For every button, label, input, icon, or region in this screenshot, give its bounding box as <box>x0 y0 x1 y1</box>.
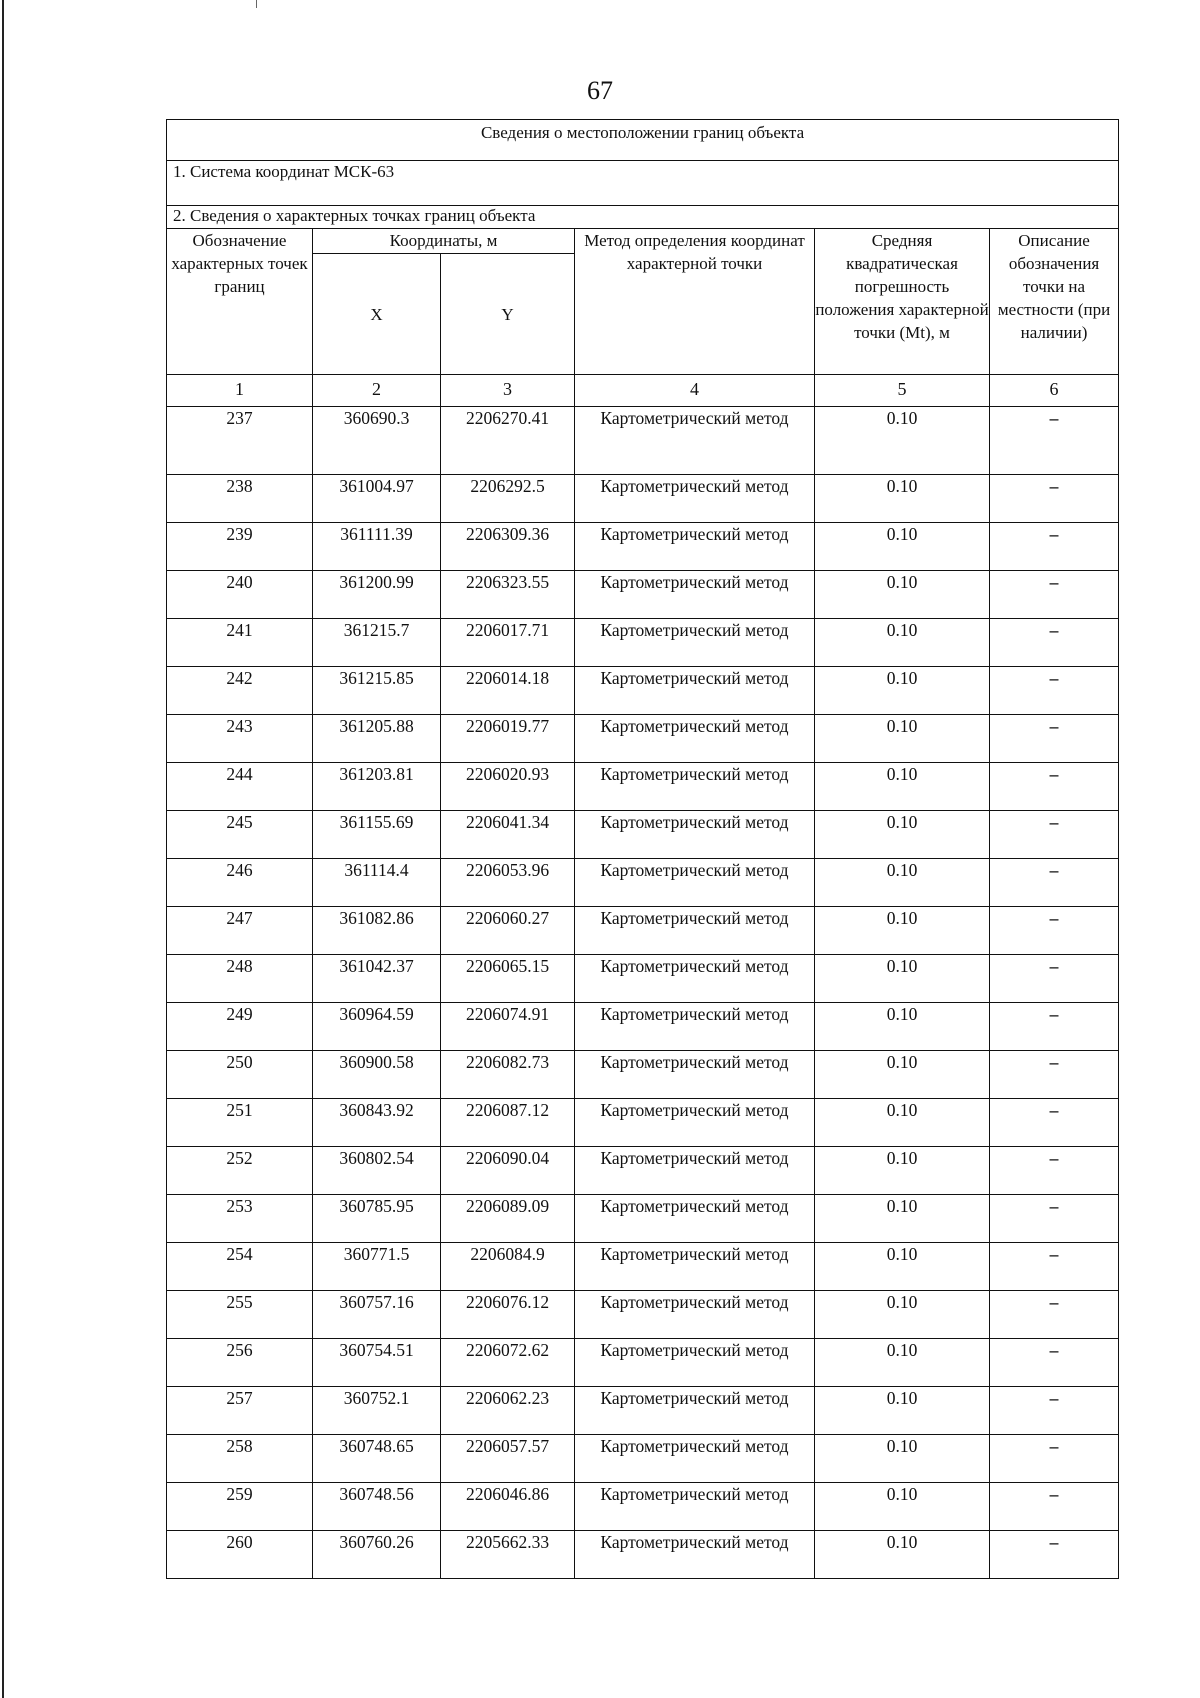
method-cell: Картометрический метод <box>575 1195 815 1243</box>
x-coordinate-cell: 360843.92 <box>313 1099 441 1147</box>
table-row <box>167 571 1119 619</box>
x-coordinate-cell: 360754.51 <box>313 1339 441 1387</box>
x-coordinate-cell: 360964.59 <box>313 1003 441 1051</box>
x-coordinate-cell: 361111.39 <box>313 523 441 571</box>
method-cell: Картометрический метод <box>575 407 815 475</box>
method-cell: Картометрический метод <box>575 1531 815 1579</box>
table-row <box>167 1387 1119 1435</box>
y-coordinate-cell: 2206017.71 <box>441 619 575 667</box>
crs-section-label: 1. Система координат МСК-63 <box>167 161 1119 206</box>
header-y: Y <box>441 254 575 375</box>
y-coordinate-cell: 2206060.27 <box>441 907 575 955</box>
method-cell: Картометрический метод <box>575 1147 815 1195</box>
description-cell: – <box>990 475 1119 523</box>
point-cell: 245 <box>167 811 313 859</box>
y-coordinate-cell: 2206323.55 <box>441 571 575 619</box>
error-cell: 0.10 <box>815 715 990 763</box>
column-number: 4 <box>575 375 815 407</box>
error-cell: 0.10 <box>815 1531 990 1579</box>
error-cell: 0.10 <box>815 1291 990 1339</box>
error-cell: 0.10 <box>815 1147 990 1195</box>
method-cell: Картометрический метод <box>575 763 815 811</box>
y-coordinate-cell: 2206082.73 <box>441 1051 575 1099</box>
table-row <box>167 907 1119 955</box>
point-cell: 248 <box>167 955 313 1003</box>
error-cell: 0.10 <box>815 571 990 619</box>
column-number: 6 <box>990 375 1119 407</box>
boundary-points-table <box>166 119 1119 1579</box>
method-cell: Картометрический метод <box>575 1339 815 1387</box>
x-coordinate-cell: 361203.81 <box>313 763 441 811</box>
method-cell: Картометрический метод <box>575 667 815 715</box>
method-cell: Картометрический метод <box>575 1435 815 1483</box>
table-row <box>167 811 1119 859</box>
error-cell: 0.10 <box>815 1099 990 1147</box>
point-cell: 243 <box>167 715 313 763</box>
y-coordinate-cell: 2206014.18 <box>441 667 575 715</box>
y-coordinate-cell: 2206090.04 <box>441 1147 575 1195</box>
point-cell: 240 <box>167 571 313 619</box>
y-coordinate-cell: 2206041.34 <box>441 811 575 859</box>
scan-edge-line <box>2 0 4 1698</box>
table-row <box>167 763 1119 811</box>
table-row <box>167 619 1119 667</box>
y-coordinate-cell: 2206270.41 <box>441 407 575 475</box>
table-row <box>167 1195 1119 1243</box>
header-point-designation: Обозначение характерных точек границ <box>167 229 313 375</box>
method-cell: Картометрический метод <box>575 1483 815 1531</box>
error-cell: 0.10 <box>815 1339 990 1387</box>
description-cell: – <box>990 1147 1119 1195</box>
method-cell: Картометрический метод <box>575 1243 815 1291</box>
x-coordinate-cell: 360748.56 <box>313 1483 441 1531</box>
table-row <box>167 1147 1119 1195</box>
column-number: 5 <box>815 375 990 407</box>
description-cell: – <box>990 907 1119 955</box>
x-coordinate-cell: 361205.88 <box>313 715 441 763</box>
description-cell: – <box>990 1003 1119 1051</box>
header-error: Средняя квадратическая погрешность положения характерной точки (Mt), м <box>815 229 990 375</box>
description-cell: – <box>990 763 1119 811</box>
table-row <box>167 1339 1119 1387</box>
description-cell: – <box>990 523 1119 571</box>
error-cell: 0.10 <box>815 523 990 571</box>
description-cell: – <box>990 571 1119 619</box>
x-coordinate-cell: 361042.37 <box>313 955 441 1003</box>
point-cell: 242 <box>167 667 313 715</box>
point-cell: 250 <box>167 1051 313 1099</box>
point-cell: 237 <box>167 407 313 475</box>
method-cell: Картометрический метод <box>575 1051 815 1099</box>
x-coordinate-cell: 360900.58 <box>313 1051 441 1099</box>
method-cell: Картометрический метод <box>575 907 815 955</box>
page-number: 67 <box>587 76 613 105</box>
y-coordinate-cell: 2206065.15 <box>441 955 575 1003</box>
y-coordinate-cell: 2206020.93 <box>441 763 575 811</box>
y-coordinate-cell: 2206309.36 <box>441 523 575 571</box>
y-coordinate-cell: 2206089.09 <box>441 1195 575 1243</box>
y-coordinate-cell: 2206072.62 <box>441 1339 575 1387</box>
x-coordinate-cell: 360785.95 <box>313 1195 441 1243</box>
point-cell: 252 <box>167 1147 313 1195</box>
table-row <box>167 1051 1119 1099</box>
x-coordinate-cell: 360690.3 <box>313 407 441 475</box>
x-coordinate-cell: 361215.7 <box>313 619 441 667</box>
method-cell: Картометрический метод <box>575 523 815 571</box>
point-cell: 257 <box>167 1387 313 1435</box>
description-cell: – <box>990 619 1119 667</box>
header-description: Описание обозначения точки на местности (при наличии) <box>990 229 1119 375</box>
description-cell: – <box>990 1195 1119 1243</box>
description-cell: – <box>990 1435 1119 1483</box>
description-cell: – <box>990 1099 1119 1147</box>
x-coordinate-cell: 360802.54 <box>313 1147 441 1195</box>
point-cell: 254 <box>167 1243 313 1291</box>
x-coordinate-cell: 361215.85 <box>313 667 441 715</box>
table-row <box>167 1243 1119 1291</box>
column-number: 1 <box>167 375 313 407</box>
method-cell: Картометрический метод <box>575 859 815 907</box>
column-number: 3 <box>441 375 575 407</box>
description-cell: – <box>990 1291 1119 1339</box>
description-cell: – <box>990 667 1119 715</box>
error-cell: 0.10 <box>815 763 990 811</box>
point-cell: 256 <box>167 1339 313 1387</box>
y-coordinate-cell: 2206076.12 <box>441 1291 575 1339</box>
error-cell: 0.10 <box>815 1483 990 1531</box>
error-cell: 0.10 <box>815 1003 990 1051</box>
table-title: Сведения о местоположении границ объекта <box>167 120 1119 161</box>
header-row-top <box>167 229 1119 254</box>
x-coordinate-cell: 360771.5 <box>313 1243 441 1291</box>
x-coordinate-cell: 361082.86 <box>313 907 441 955</box>
column-number: 2 <box>313 375 441 407</box>
method-cell: Картометрический метод <box>575 1291 815 1339</box>
error-cell: 0.10 <box>815 619 990 667</box>
table-row <box>167 715 1119 763</box>
point-cell: 255 <box>167 1291 313 1339</box>
error-cell: 0.10 <box>815 859 990 907</box>
description-cell: – <box>990 1483 1119 1531</box>
description-cell: – <box>990 955 1119 1003</box>
table-row <box>167 1435 1119 1483</box>
point-cell: 259 <box>167 1483 313 1531</box>
description-cell: – <box>990 1051 1119 1099</box>
method-cell: Картометрический метод <box>575 955 815 1003</box>
point-cell: 253 <box>167 1195 313 1243</box>
error-cell: 0.10 <box>815 811 990 859</box>
x-coordinate-cell: 360757.16 <box>313 1291 441 1339</box>
y-coordinate-cell: 2206074.91 <box>441 1003 575 1051</box>
table-row <box>167 1099 1119 1147</box>
table-row <box>167 1003 1119 1051</box>
method-cell: Картометрический метод <box>575 811 815 859</box>
method-cell: Картометрический метод <box>575 1003 815 1051</box>
y-coordinate-cell: 2206084.9 <box>441 1243 575 1291</box>
description-cell: – <box>990 715 1119 763</box>
table-row <box>167 1291 1119 1339</box>
table-row <box>167 1483 1119 1531</box>
error-cell: 0.10 <box>815 1051 990 1099</box>
error-cell: 0.10 <box>815 1195 990 1243</box>
table-row <box>167 407 1119 475</box>
y-coordinate-cell: 2206087.12 <box>441 1099 575 1147</box>
method-cell: Картометрический метод <box>575 1387 815 1435</box>
description-cell: – <box>990 1339 1119 1387</box>
header-x: X <box>313 254 441 375</box>
y-coordinate-cell: 2206292.5 <box>441 475 575 523</box>
error-cell: 0.10 <box>815 1387 990 1435</box>
crs-section-row <box>167 161 1119 206</box>
column-numbers-row <box>167 375 1119 407</box>
description-cell: – <box>990 407 1119 475</box>
error-cell: 0.10 <box>815 1435 990 1483</box>
point-cell: 258 <box>167 1435 313 1483</box>
point-cell: 260 <box>167 1531 313 1579</box>
description-cell: – <box>990 1387 1119 1435</box>
table-row <box>167 859 1119 907</box>
method-cell: Картометрический метод <box>575 571 815 619</box>
y-coordinate-cell: 2206046.86 <box>441 1483 575 1531</box>
y-coordinate-cell: 2206062.23 <box>441 1387 575 1435</box>
point-cell: 246 <box>167 859 313 907</box>
y-coordinate-cell: 2205662.33 <box>441 1531 575 1579</box>
y-coordinate-cell: 2206057.57 <box>441 1435 575 1483</box>
x-coordinate-cell: 361155.69 <box>313 811 441 859</box>
points-section-row <box>167 206 1119 229</box>
x-coordinate-cell: 361004.97 <box>313 475 441 523</box>
table-row <box>167 475 1119 523</box>
error-cell: 0.10 <box>815 667 990 715</box>
description-cell: – <box>990 859 1119 907</box>
point-cell: 251 <box>167 1099 313 1147</box>
method-cell: Картометрический метод <box>575 475 815 523</box>
description-cell: – <box>990 1243 1119 1291</box>
point-cell: 244 <box>167 763 313 811</box>
table-row <box>167 955 1119 1003</box>
y-coordinate-cell: 2206053.96 <box>441 859 575 907</box>
method-cell: Картометрический метод <box>575 1099 815 1147</box>
x-coordinate-cell: 361200.99 <box>313 571 441 619</box>
x-coordinate-cell: 360760.26 <box>313 1531 441 1579</box>
error-cell: 0.10 <box>815 955 990 1003</box>
description-cell: – <box>990 811 1119 859</box>
x-coordinate-cell: 360748.65 <box>313 1435 441 1483</box>
point-cell: 241 <box>167 619 313 667</box>
scan-edge-mark <box>256 0 257 8</box>
table-title-row <box>167 120 1119 161</box>
error-cell: 0.10 <box>815 407 990 475</box>
error-cell: 0.10 <box>815 475 990 523</box>
header-coordinates: Координаты, м <box>313 229 575 254</box>
table-row <box>167 523 1119 571</box>
description-cell: – <box>990 1531 1119 1579</box>
points-section-label: 2. Сведения о характерных точках границ объекта <box>167 206 1119 229</box>
point-cell: 238 <box>167 475 313 523</box>
method-cell: Картометрический метод <box>575 715 815 763</box>
point-cell: 249 <box>167 1003 313 1051</box>
error-cell: 0.10 <box>815 1243 990 1291</box>
point-cell: 247 <box>167 907 313 955</box>
error-cell: 0.10 <box>815 907 990 955</box>
header-method: Метод определения координат характерной точки <box>575 229 815 375</box>
point-cell: 239 <box>167 523 313 571</box>
x-coordinate-cell: 361114.4 <box>313 859 441 907</box>
method-cell: Картометрический метод <box>575 619 815 667</box>
y-coordinate-cell: 2206019.77 <box>441 715 575 763</box>
table-row <box>167 1531 1119 1579</box>
x-coordinate-cell: 360752.1 <box>313 1387 441 1435</box>
table-row <box>167 667 1119 715</box>
